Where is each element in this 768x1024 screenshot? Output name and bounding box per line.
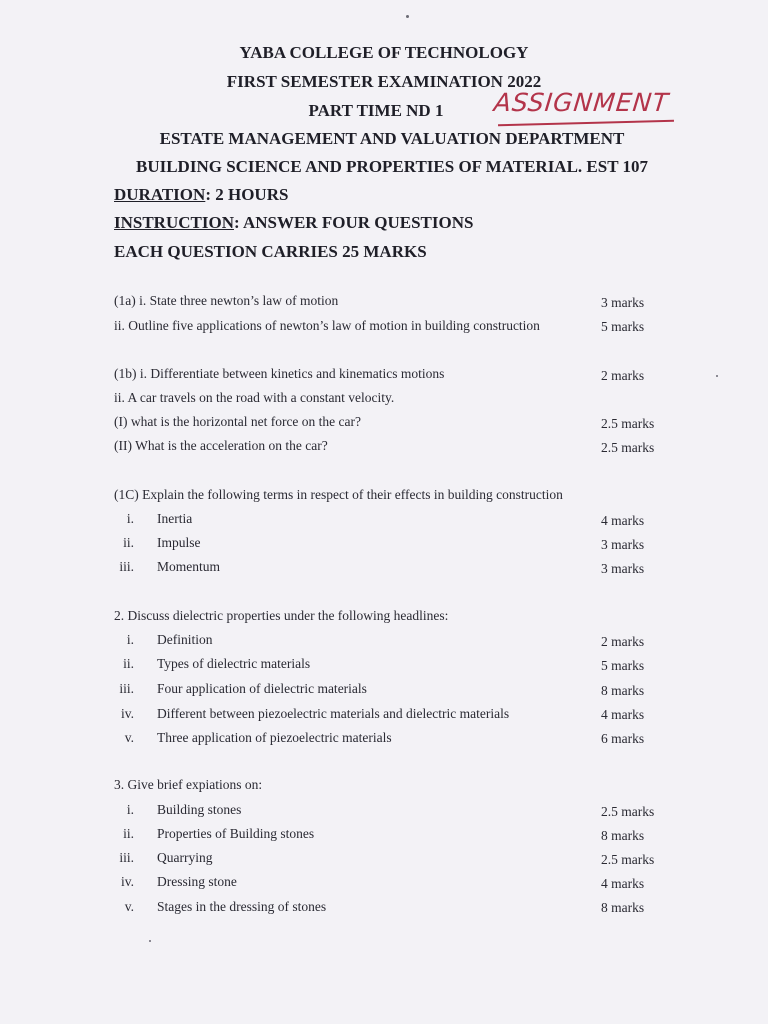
q2-item-num: ii.	[123, 656, 134, 671]
instruction-value: : ANSWER FOUR QUESTIONS	[233, 213, 474, 232]
assignment-stamp	[494, 88, 678, 132]
q1c-intro: (1C) Explain the following terms in respect of their effects in building construction	[114, 487, 563, 502]
q1a-i-marks: 3 marks	[601, 295, 645, 310]
q1b-II-text: (II) What is the acceleration on the car?	[114, 438, 328, 453]
instruction-line	[114, 213, 473, 233]
q2-item-text: Types of dielectric materials	[157, 656, 311, 671]
q1b-ii-text: ii. A car travels on the road with a constant velocity.	[114, 390, 395, 405]
q3-item-text: Building stones	[157, 802, 242, 817]
q1c-item-marks: 4 marks	[601, 513, 645, 528]
department-title: ESTATE MANAGEMENT AND VALUATION DEPARTMENT	[159, 129, 625, 148]
stamp-underline	[498, 120, 674, 127]
q3-item-num: v.	[124, 899, 134, 914]
q3-intro: 3. Give brief expiations on:	[114, 777, 263, 792]
q3-item-text: Stages in the dressing of stones	[157, 899, 327, 914]
q1c-item-num: ii.	[123, 535, 134, 550]
duration-line	[114, 185, 288, 205]
q3-item-marks: 8 marks	[601, 828, 645, 843]
q1b-i-marks: 2 marks	[601, 368, 645, 383]
q1a-i-text: (1a) i. State three newton’s law of motion	[114, 293, 339, 308]
q3-item-num: i.	[126, 802, 134, 817]
duration-label: DURATION	[114, 185, 206, 204]
q3-item-marks: 2.5 marks	[601, 852, 655, 867]
duration-value: : 2 HOURS	[205, 185, 289, 204]
q2-intro: 2. Discuss dielectric properties under the following headlines:	[114, 608, 449, 623]
q2-item-num: iv.	[121, 706, 134, 721]
q1c-item-marks: 3 marks	[601, 561, 645, 576]
q2-item-text: Definition	[157, 632, 213, 647]
q3-item-marks: 2.5 marks	[601, 804, 655, 819]
q1c-item-marks: 3 marks	[601, 537, 645, 552]
q3-item-text: Properties of Building stones	[157, 826, 315, 841]
paper-speck	[406, 15, 409, 18]
marks-note: EACH QUESTION CARRIES 25 MARKS	[114, 242, 427, 261]
q2-item-marks: 2 marks	[601, 634, 645, 649]
q2-item-marks: 5 marks	[601, 658, 645, 673]
q2-item-num: v.	[124, 730, 134, 745]
q1c-item-num: i.	[126, 511, 134, 526]
college-name: YABA COLLEGE OF TECHNOLOGY	[239, 43, 529, 62]
q3-item-num: ii.	[123, 826, 134, 841]
q3-item-num: iii.	[119, 850, 134, 865]
q2-item-num: iii.	[119, 681, 134, 696]
assignment-stamp-text: ASSIGNMENT	[492, 88, 671, 117]
exam-title: FIRST SEMESTER EXAMINATION 2022	[226, 72, 542, 91]
part-label: PART TIME ND 1	[308, 101, 444, 120]
q1a-ii-text: ii. Outline five applications of newton’s law of motion in building construction	[114, 318, 540, 333]
q2-item-marks: 8 marks	[601, 683, 645, 698]
instruction-label: INSTRUCTION	[114, 213, 234, 232]
q1a-ii-marks: 5 marks	[601, 319, 645, 334]
q1b-I-marks: 2.5 marks	[601, 416, 655, 431]
q3-item-marks: 4 marks	[601, 876, 645, 891]
q1c-item-text: Inertia	[157, 511, 193, 526]
paper-speck	[149, 940, 151, 942]
q3-item-marks: 8 marks	[601, 900, 645, 915]
q3-item-num: iv.	[121, 874, 134, 889]
q2-item-text: Different between piezoelectric materials and dielectric materials	[157, 706, 510, 721]
q1c-item-num: iii.	[119, 559, 134, 574]
q3-item-text: Dressing stone	[157, 874, 237, 889]
q2-item-marks: 4 marks	[601, 707, 645, 722]
q1c-item-text: Impulse	[157, 535, 201, 550]
q2-item-marks: 6 marks	[601, 731, 645, 746]
paper-speck	[716, 375, 718, 377]
course-title: BUILDING SCIENCE AND PROPERTIES OF MATERIAL. EST 107	[135, 157, 649, 176]
q2-item-text: Three application of piezoelectric materials	[157, 730, 392, 745]
q1b-II-marks: 2.5 marks	[601, 440, 655, 455]
q2-item-text: Four application of dielectric materials	[157, 681, 367, 696]
q1b-I-text: (I) what is the horizontal net force on the car?	[114, 414, 362, 429]
q2-item-num: i.	[126, 632, 134, 647]
q1c-item-text: Momentum	[157, 559, 220, 574]
q1b-i-text: (1b) i. Differentiate between kinetics and kinematics motions	[114, 366, 445, 381]
q3-item-text: Quarrying	[157, 850, 213, 865]
